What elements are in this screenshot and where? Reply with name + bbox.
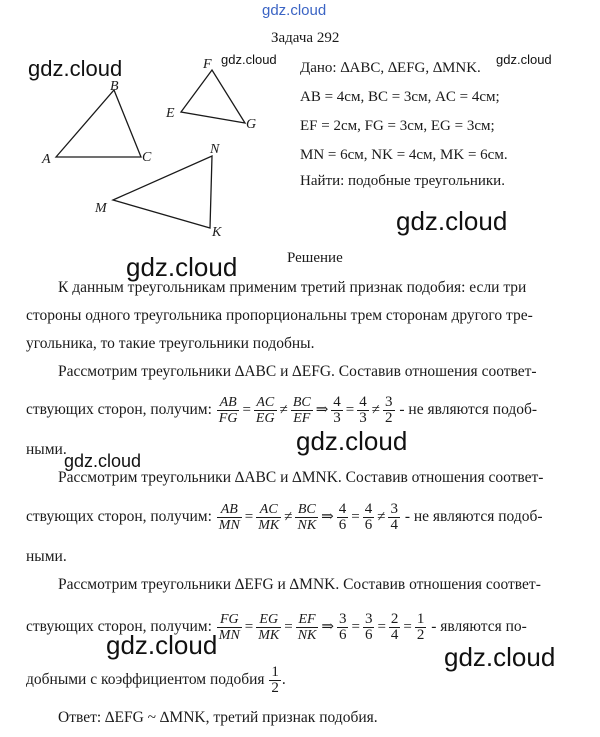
watermark: gdz.cloud xyxy=(496,52,552,67)
formula-suffix: - являются по- xyxy=(431,618,527,635)
text-line: Рассмотрим треугольники ∆EFG и ∆MNK. Составив отношения соответ- xyxy=(58,576,541,593)
given-line: MN = 6см, NK = 4см, MK = 6см. xyxy=(300,147,508,163)
coefficient-text: добными с коэффициентом подобия xyxy=(26,671,265,688)
text-line: угольника, то такие треугольники подобны. xyxy=(26,335,315,352)
given-line: Дано: ∆ABC, ∆EFG, ∆MNK. xyxy=(300,60,481,76)
fraction: $\frac{2}{4}$ xyxy=(390,610,399,643)
fraction: $\frac{3}{2}$ xyxy=(385,393,393,426)
watermark: gdz.cloud xyxy=(64,451,142,471)
vertex-label-b: B xyxy=(110,79,119,94)
formula-suffix: - не являются подоб- xyxy=(399,401,538,418)
formula-suffix: - не являются подоб- xyxy=(404,508,543,525)
fraction: $\frac{EG}{MK}$ xyxy=(258,611,280,643)
formula-prefix: ствующих сторон, получим: xyxy=(26,618,212,635)
vertex-label-a: A xyxy=(42,152,51,167)
triangle-efg xyxy=(181,70,245,123)
given-line: AB = 4см, BC = 3см, AC = 4см; xyxy=(300,89,500,105)
fraction: $\frac{BC}{EF}$ xyxy=(292,394,311,426)
text-line: ными. xyxy=(26,441,67,458)
fraction: $\frac{3}{6}$ xyxy=(364,610,373,643)
fraction: $\frac{FG}{MN}$ xyxy=(218,611,240,643)
watermark: gdz.cloud xyxy=(28,56,123,81)
watermark: gdz.cloud xyxy=(296,426,408,456)
formula-line-3: ствующих сторон, получим: $\frac{FG}{MN}$ = $\frac{EG}{MK}$ = $\frac{EF}{NK}$ ⇒ $\frac{3}{6}$ = $\frac{3}{6}$ = $\frac{2}{4}$ = $\frac{1}{2}$ - являются по- xyxy=(26,610,527,643)
watermark: gdz.cloud xyxy=(126,252,238,282)
formula-prefix: ствующих сторон, получим: xyxy=(26,508,212,525)
watermark: gdz.cloud xyxy=(106,630,218,660)
vertex-label-f: F xyxy=(203,57,212,72)
vertex-label-m: M xyxy=(95,201,107,216)
formula-line-1: ствующих сторон, получим: $\frac{AB}{FG}$ = $\frac{AC}{EG}$ ≠ $\frac{BC}{EF}$ ⇒ $\frac{4}{3}$ = $\frac{4}{3}$ ≠ $\frac{3}{2}$ - не являются подоб- xyxy=(26,393,538,426)
watermark: gdz.cloud xyxy=(444,642,556,672)
fraction: $\frac{4}{3}$ xyxy=(333,393,341,426)
watermark: gdz.cloud xyxy=(396,206,508,236)
fraction: $\frac{BC}{NK}$ xyxy=(297,501,317,533)
page-title: Задача 292 xyxy=(271,30,340,46)
find-line: Найти: подобные треугольники. xyxy=(300,173,505,189)
text-line: Рассмотрим треугольники ∆ABC и ∆MNK. Составив отношения соответ- xyxy=(58,469,544,486)
fraction: $\frac{3}{6}$ xyxy=(338,610,347,643)
fraction: $\frac{AC}{EG}$ xyxy=(255,394,275,426)
vertex-label-e: E xyxy=(166,106,175,121)
answer-line: Ответ: ∆EFG ~ ∆MNK, третий признак подобия. xyxy=(58,709,378,726)
fraction: $\frac{AB}{MN}$ xyxy=(218,501,240,533)
text-line: К данным треугольникам применим третий признак подобия: если три xyxy=(58,279,527,296)
triangle-mnk xyxy=(113,156,212,228)
fraction: $\frac{4}{6}$ xyxy=(364,500,373,533)
vertex-label-k: K xyxy=(212,225,222,240)
fraction: $\frac{AB}{FG}$ xyxy=(218,394,238,426)
text-line: стороны одного треугольника пропорциональны трем сторонам другого тре- xyxy=(26,307,533,324)
text-line: ными. xyxy=(26,548,67,565)
fraction: $\frac{EF}{NK}$ xyxy=(297,611,317,643)
watermark-top: gdz.cloud xyxy=(262,2,327,19)
formula-line-2: ствующих сторон, получим: $\frac{AB}{MN}$ = $\frac{AC}{MK}$ ≠ $\frac{BC}{NK}$ ⇒ $\frac{4}{6}$ = $\frac{4}{6}$ ≠ $\frac{3}{4}$ - не являются подоб- xyxy=(26,500,543,533)
fraction: $\frac{AC}{MK}$ xyxy=(258,501,280,533)
fraction: $\frac{1}{2}$ xyxy=(416,610,425,643)
triangle-abc xyxy=(56,90,141,157)
text-line: добными с коэффициентом подобия $\frac{1}{2}$ . xyxy=(26,663,286,696)
solution-heading: Решение xyxy=(287,250,343,266)
vertex-label-g: G xyxy=(246,117,257,132)
formula-prefix: ствующих сторон, получим: xyxy=(26,401,212,418)
watermark: gdz.cloud xyxy=(221,52,277,67)
vertex-label-n: N xyxy=(210,142,220,157)
fraction: $\frac{4}{6}$ xyxy=(338,500,347,533)
coefficient-fraction: $\frac{1}{2}$ xyxy=(271,663,279,696)
text-line: Рассмотрим треугольники ∆ABC и ∆EFG. Составив отношения соответ- xyxy=(58,363,537,380)
vertex-label-c: C xyxy=(142,150,152,165)
given-line: EF = 2см, FG = 3см, EG = 3см; xyxy=(300,118,495,134)
triangles-figure xyxy=(0,0,300,240)
fraction: $\frac{4}{3}$ xyxy=(359,393,367,426)
fraction: $\frac{3}{4}$ xyxy=(390,500,398,533)
